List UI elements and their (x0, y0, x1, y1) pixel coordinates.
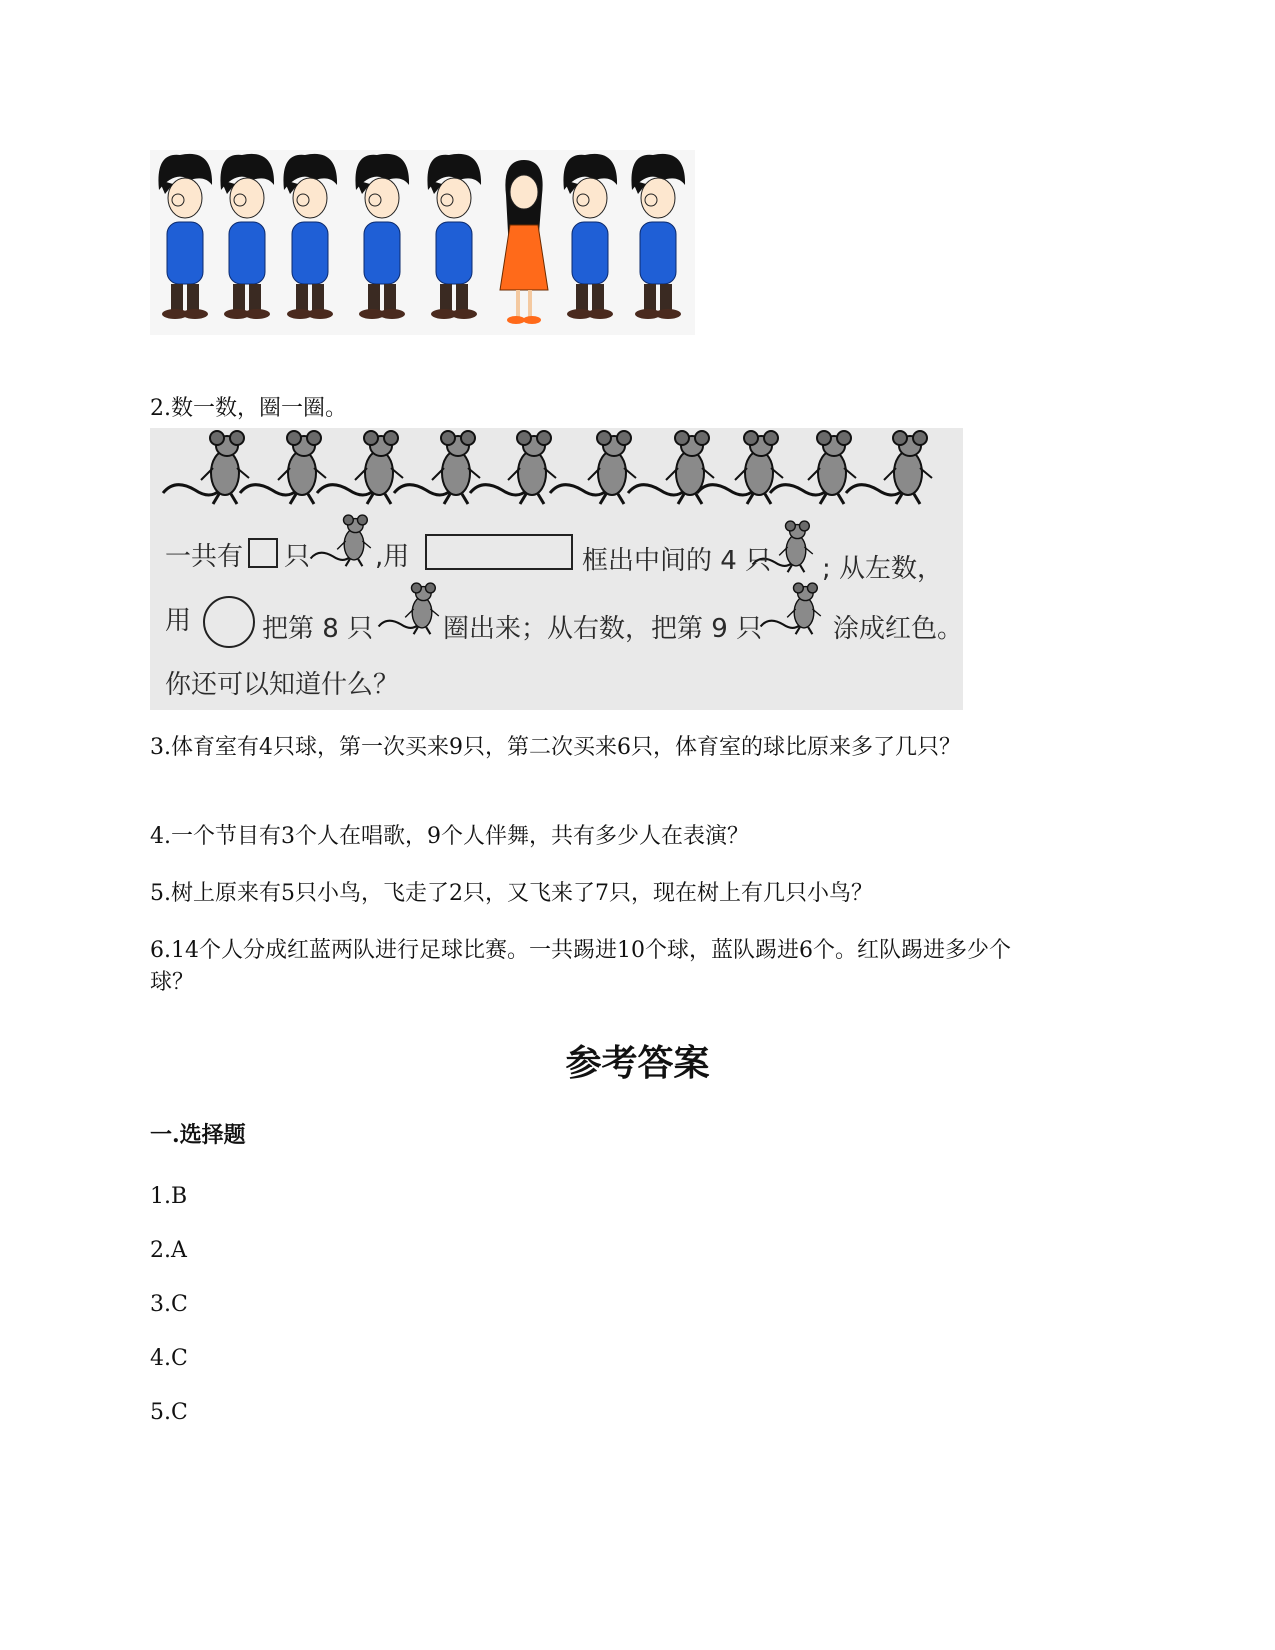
mouse-icon (846, 431, 932, 504)
mouse-icon (394, 431, 480, 504)
frame-rectangle-box[interactable] (425, 534, 573, 570)
mice-line1-b: 只 (284, 542, 311, 572)
mice-line1-d: 框出中间的 4 只 (582, 546, 772, 576)
mouse-icon (317, 431, 403, 504)
mouse-icon (628, 431, 714, 504)
boy-figure (563, 154, 617, 319)
mouse-icon (311, 515, 371, 566)
answer-item: 3.C (150, 1292, 188, 1317)
boy-figure (220, 154, 274, 319)
question-4: 4.一个节目有3个人在唱歌，9个人伴舞，共有多少人在表演？ (150, 824, 749, 849)
mice-line2-d: 涂成红色。 (833, 614, 964, 644)
mouse-icon (470, 431, 556, 504)
question-6-line1: 6.14个人分成红蓝两队进行足球比赛。一共踢进10个球，蓝队踢进6个。红队踢进多少个 (150, 938, 1011, 963)
answer-item: 5.C (150, 1400, 188, 1425)
mice-line1-a: 一共有 (165, 542, 244, 572)
mice-line1-e: ; 从左数， (822, 554, 944, 584)
boy-figure (158, 154, 212, 319)
mouse-icon (761, 583, 821, 634)
boy-figure (631, 154, 685, 319)
answer-square-box[interactable] (248, 538, 278, 568)
question-3: 3.体育室有4只球，第一次买来9只，第二次买来6只，体育室的球比原来多了几只？ (150, 735, 961, 760)
mouse-icon (163, 431, 249, 504)
children-lineup-illustration (150, 150, 695, 335)
boy-figure (355, 154, 409, 319)
answer-item: 1.B (150, 1184, 188, 1209)
question-5: 5.树上原来有5只小鸟，飞走了2只，又飞来了7只，现在树上有几只小鸟？ (150, 881, 873, 906)
mice-counting-figure (150, 428, 963, 710)
question-2: 2.数一数，圈一圈。 (150, 396, 347, 421)
girl-figure (500, 160, 548, 324)
mice-line3: 你还可以知道什么？ (165, 670, 400, 700)
circle-shape[interactable] (203, 596, 255, 648)
answers-title: 参考答案 (565, 1042, 710, 1084)
mice-line1-c: ,用 (375, 542, 410, 572)
section-heading: 一.选择题 (150, 1122, 246, 1148)
mouse-icon (240, 431, 326, 504)
mouse-icon (379, 583, 439, 634)
boy-figure (427, 154, 481, 319)
mice-line2-a: 用 (165, 606, 192, 636)
answer-item: 2.A (150, 1238, 187, 1263)
mouse-icon (550, 431, 636, 504)
mice-line2-c: 圈出来；从右数，把第 9 只 (443, 614, 763, 644)
boy-figure (283, 154, 337, 319)
answer-item: 4.C (150, 1346, 188, 1371)
mouse-icon (770, 431, 856, 504)
question-6-line2: 球？ (150, 970, 195, 995)
mice-line2-b: 把第 8 只 (262, 614, 374, 644)
